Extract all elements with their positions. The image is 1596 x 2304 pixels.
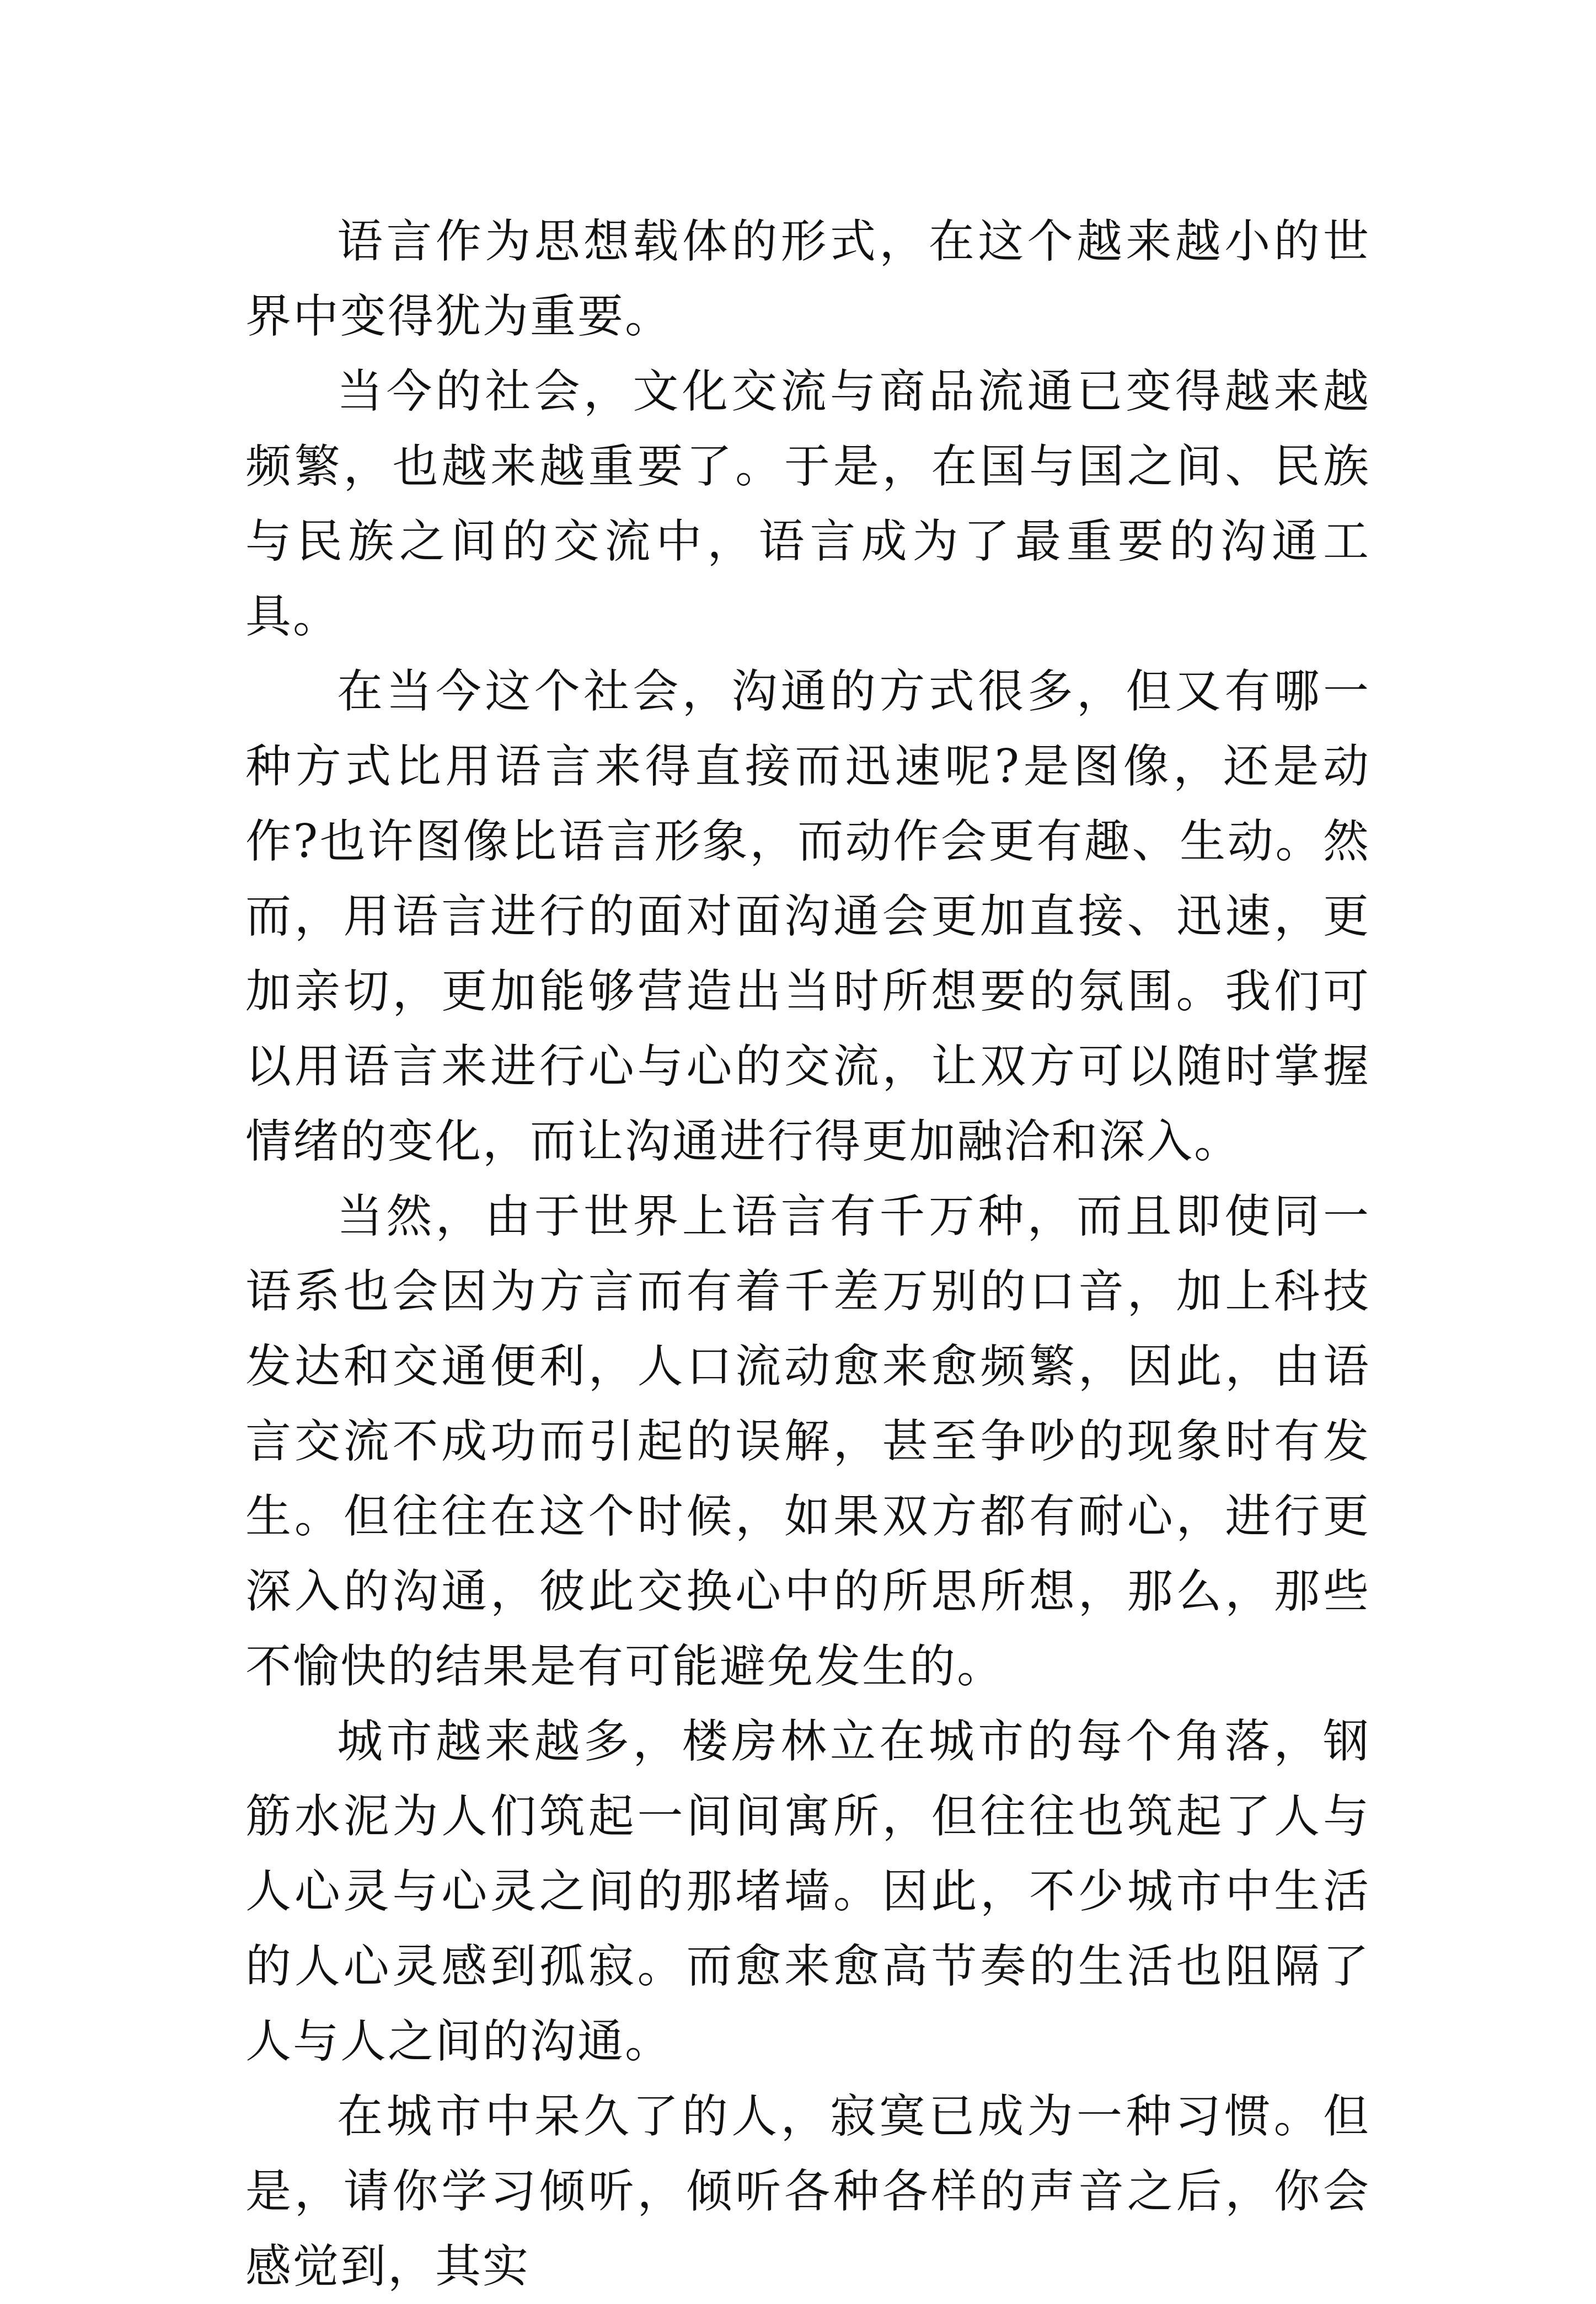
paragraph-3: 在当今这个社会，沟通的方式很多，但又有哪一种方式比用语言来得直接而迅速呢?是图像，还是动作?也许图像比语言形象，而动作会更有趣、生动。然而，用语言进行的面对面沟通会更加直接、迅速，更加亲切，更加能够营造出当时所想要的氛围。我们可以用语言来进行心与心的交流，让双方可以随时掌握情绪的变化，而让沟通进行得更加融洽和深入。 [245,665,1370,1168]
paragraph-4: 当然，由于世界上语言有千万种，而且即使同一语系也会因为方言而有着千差万别的口音，加上科技发达和交通便利，人口流动愈来愈频繁，因此，由语言交流不成功而引起的误解，甚至争吵的现象时有发生。但往往在这个时候，如果双方都有耐心，进行更深入的沟通，彼此交换心中的所思所想，那么，那些不愉快的结果是有可能避免发生的。 [245,1189,1370,1693]
paragraph-6: 在城市中呆久了的人，寂寞已成为一种习惯。但是，请你学习倾听，倾听各种各样的声音之后，你会感觉到，其实 [245,2089,1370,2293]
paragraph-2: 当今的社会，文化交流与商品流通已变得越来越频繁，也越来越重要了。于是，在国与国之间、民族与民族之间的交流中，语言成为了最重要的沟通工具。 [245,365,1370,643]
paragraph-5: 城市越来越多，楼房林立在城市的每个角落，钢筋水泥为人们筑起一间间寓所，但往往也筑起了人与人心灵与心灵之间的那堵墙。因此，不少城市中生活的人心灵感到孤寂。而愈来愈高节奏的生活也阻隔了人与人之间的沟通。 [245,1714,1370,2068]
paragraph-1: 语言作为思想载体的形式，在这个越来越小的世界中变得犹为重要。 [245,215,1370,343]
body-text [245,204,1370,2304]
